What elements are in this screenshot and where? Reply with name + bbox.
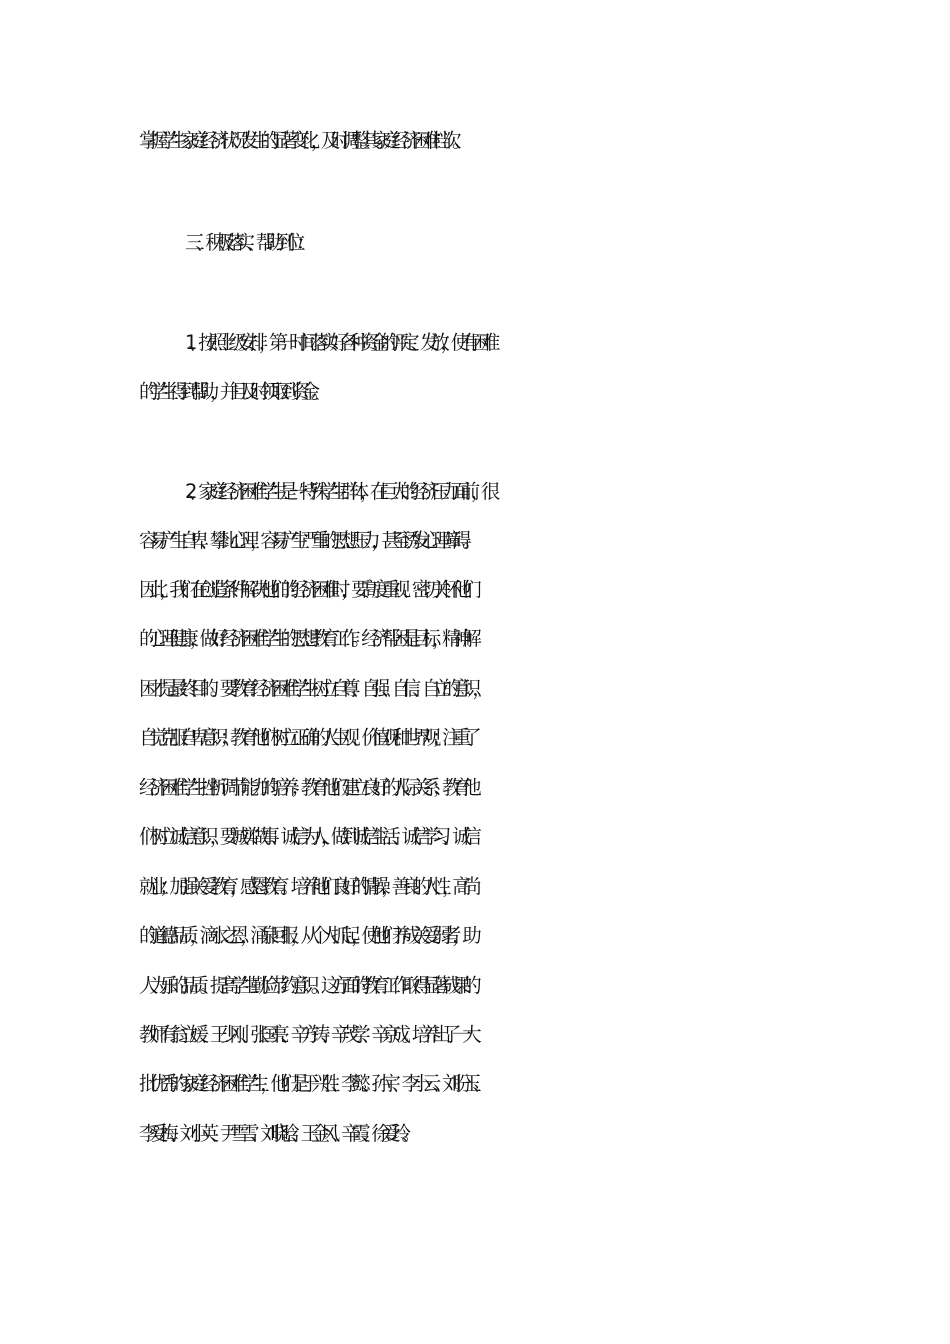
paragraph-line: 的道德品质，滴水之恩，涌泉回报，从个人抓起，使他们养成关爱弱者，助 [139, 924, 473, 947]
paragraph-line: 人为乐的品质。提高学生勤俭节约意识。这方面的教育工作取得显著成果的 [139, 974, 473, 997]
paragraph-line: 的心理健康，做好经济困难学生的思想教育工作。经济帮困是目标，精神解 [139, 627, 473, 650]
paragraph-line: 的学生得到帮助，并且及时领取到资金。 [139, 380, 321, 403]
paragraph-line: 1、按照上级安排，第一时间落实好各种资金的评定、发放，使有困难 [185, 331, 492, 354]
paragraph-line: 自觉克服自卑意识；教育他们树立正确的人生观、价值观和世界观；注重了 [139, 726, 473, 749]
paragraph-line: 就业；加强关爱教育，感恩教育。培养他们良好的情操，善良的人性，高尚 [139, 875, 473, 898]
section-heading: 三、积极落实、帮助到位： [185, 231, 307, 254]
paragraph-line: 批优秀的家庭经济困难学生，他们是于兴胜、李懿、孙宇、李小云、刘盼玉、 [139, 1072, 483, 1095]
paragraph-line: 们树立诚信意识，要诚实做事、诚信为人，做到诚信生活、诚信学习、诚信 [139, 825, 473, 848]
paragraph-line: 困才是最终目的。要教育经济困难学生树立自尊、自强、自信、自立的意识， [139, 677, 483, 700]
paragraph-line: 2、家庭经济困难学生是一特殊学生群体，在巨大的经济压力面前，很 [185, 480, 492, 503]
paragraph-line: 掌握学生家庭经济状况发生的显著变化，及时调整其家庭经济困难档次。 [139, 129, 463, 152]
paragraph-line: 经济困难学生挫折调节能力的培养；教育他们建立良好的人际关系；教育他 [139, 776, 473, 799]
paragraph-line: 李爱梅、刘小英、尹雪雪、刘晓晗、王金风、辛霞、徐爱玲。 [139, 1122, 412, 1145]
paragraph-line: 教师有翁立媛、王少刚、张国亮、辛方铸、辛茂学、辛京成。培养出了一大 [139, 1023, 473, 1046]
paragraph-line: 容易产生自卑、攀比心理，容易产生严重的思想压力，甚至诱发心理障碍。 [139, 529, 473, 552]
paragraph-line: 因此，我们在创造条件解决他们的经济困难时，要高度重视、密切关怀他们 [139, 578, 473, 601]
